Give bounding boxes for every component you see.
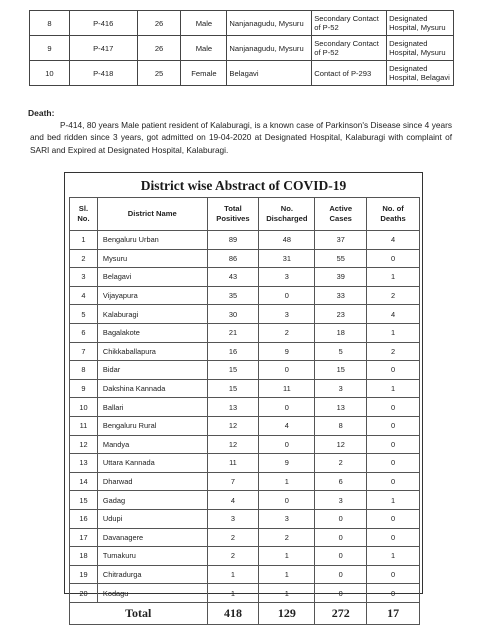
row-total-positives: 1 [207, 584, 259, 603]
row-sl-no: 7 [70, 342, 98, 361]
patient-id: P-418 [69, 61, 137, 86]
table-row [70, 342, 420, 361]
patient-contact: Secondary Contact of P-52 [312, 36, 387, 61]
header-total-positives: Total Positives [207, 198, 259, 231]
row-active-cases: 0 [315, 509, 367, 528]
row-discharged: 0 [259, 361, 315, 380]
row-sl-no: 12 [70, 435, 98, 454]
row-district-name: Ballari [97, 398, 207, 417]
row-active-cases: 3 [315, 379, 367, 398]
row-district-name: Bidar [97, 361, 207, 380]
row-sl-no: 9 [70, 379, 98, 398]
row-active-cases: 0 [315, 584, 367, 603]
row-discharged: 9 [259, 342, 315, 361]
patient-serial: 9 [30, 36, 70, 61]
row-discharged: 4 [259, 416, 315, 435]
row-active-cases: 0 [315, 547, 367, 566]
row-discharged: 3 [259, 509, 315, 528]
patient-id: P-417 [69, 36, 137, 61]
row-active-cases: 6 [315, 472, 367, 491]
row-total-positives: 43 [207, 268, 259, 287]
abstract-title: District wise Abstract of COVID-19 [140, 178, 347, 193]
table-row [70, 323, 420, 342]
patient-contact: Contact of P-293 [312, 61, 387, 86]
row-district-name: Udupi [97, 509, 207, 528]
row-deaths: 0 [367, 565, 420, 584]
row-discharged: 9 [259, 454, 315, 473]
row-total-positives: 35 [207, 286, 259, 305]
row-sl-no: 8 [70, 361, 98, 380]
table-header-row [70, 198, 420, 231]
row-sl-no: 18 [70, 547, 98, 566]
row-district-name: Vijayapura [97, 286, 207, 305]
patient-id: P-416 [69, 11, 137, 36]
row-discharged: 11 [259, 379, 315, 398]
table-row [70, 509, 420, 528]
row-deaths: 0 [367, 584, 420, 603]
row-total-positives: 15 [207, 379, 259, 398]
table-row [70, 379, 420, 398]
header-discharged: No. Discharged [259, 198, 315, 231]
row-district-name: Kalaburagi [97, 305, 207, 324]
district-abstract-table [69, 197, 420, 625]
row-district-name: Mysuru [97, 249, 207, 268]
death-heading: Death: [28, 108, 55, 118]
row-district-name: Belagavi [97, 268, 207, 287]
row-discharged: 2 [259, 323, 315, 342]
row-discharged: 2 [259, 528, 315, 547]
table-row [70, 547, 420, 566]
row-sl-no: 4 [70, 286, 98, 305]
row-sl-no: 15 [70, 491, 98, 510]
row-total-positives: 13 [207, 398, 259, 417]
row-sl-no: 13 [70, 454, 98, 473]
row-total-positives: 1 [207, 565, 259, 584]
row-total-positives: 89 [207, 231, 259, 250]
row-sl-no: 6 [70, 323, 98, 342]
total-positives: 418 [207, 602, 259, 624]
row-total-positives: 86 [207, 249, 259, 268]
row-sl-no: 1 [70, 231, 98, 250]
table-row [70, 398, 420, 417]
table-row [70, 305, 420, 324]
row-active-cases: 55 [315, 249, 367, 268]
row-active-cases: 0 [315, 565, 367, 584]
row-deaths: 1 [367, 491, 420, 510]
row-sl-no: 16 [70, 509, 98, 528]
row-active-cases: 23 [315, 305, 367, 324]
patient-facility: Designated Hospital, Mysuru [387, 11, 454, 36]
row-total-positives: 2 [207, 528, 259, 547]
table-row [70, 416, 420, 435]
row-sl-no: 19 [70, 565, 98, 584]
death-description: P-414, 80 years Male patient resident of Kalaburagi, is a known case of Parkinson's Disease since 4 years and bed ridden since 3 years, got admitted on 19-04-2020 at Designated Hospital, Kalaburagi with complaint of SARI and Expired at Designated Hospital, Kalaburagi. [30, 120, 452, 155]
row-discharged: 1 [259, 565, 315, 584]
row-district-name: Chikkaballapura [97, 342, 207, 361]
row-deaths: 2 [367, 342, 420, 361]
row-district-name: Tumakuru [97, 547, 207, 566]
row-active-cases: 15 [315, 361, 367, 380]
row-active-cases: 13 [315, 398, 367, 417]
header-deaths: No. of Deaths [367, 198, 420, 231]
row-deaths: 0 [367, 509, 420, 528]
patient-location: Nanjanagudu, Mysuru [227, 36, 312, 61]
total-active: 272 [315, 602, 367, 624]
row-deaths: 0 [367, 416, 420, 435]
row-sl-no: 3 [70, 268, 98, 287]
row-deaths: 1 [367, 379, 420, 398]
row-deaths: 0 [367, 435, 420, 454]
row-deaths: 0 [367, 361, 420, 380]
row-deaths: 0 [367, 472, 420, 491]
row-total-positives: 2 [207, 547, 259, 566]
table-row [70, 472, 420, 491]
patient-age: 26 [137, 36, 181, 61]
row-district-name: Uttara Kannada [97, 454, 207, 473]
row-district-name: Bengaluru Rural [97, 416, 207, 435]
table-row [70, 528, 420, 547]
patient-contact: Secondary Contact of P-52 [312, 11, 387, 36]
row-discharged: 31 [259, 249, 315, 268]
row-deaths: 0 [367, 454, 420, 473]
table-row [70, 584, 420, 603]
row-total-positives: 4 [207, 491, 259, 510]
row-discharged: 0 [259, 491, 315, 510]
row-active-cases: 3 [315, 491, 367, 510]
row-sl-no: 14 [70, 472, 98, 491]
table-row [70, 491, 420, 510]
patient-gender: Female [181, 61, 227, 86]
patient-location: Nanjanagudu, Mysuru [227, 11, 312, 36]
row-active-cases: 12 [315, 435, 367, 454]
patient-location: Belagavi [227, 61, 312, 86]
table-row [70, 565, 420, 584]
total-deaths: 17 [367, 602, 420, 624]
row-district-name: Chitradurga [97, 565, 207, 584]
patient-gender: Male [181, 36, 227, 61]
row-discharged: 3 [259, 305, 315, 324]
row-total-positives: 21 [207, 323, 259, 342]
row-total-positives: 30 [207, 305, 259, 324]
row-deaths: 4 [367, 231, 420, 250]
row-sl-no: 2 [70, 249, 98, 268]
header-active-cases: Active Cases [315, 198, 367, 231]
row-active-cases: 0 [315, 528, 367, 547]
row-total-positives: 7 [207, 472, 259, 491]
row-sl-no: 10 [70, 398, 98, 417]
row-discharged: 1 [259, 584, 315, 603]
patient-facility: Designated Hospital, Mysuru [387, 36, 454, 61]
row-district-name: Bagalakote [97, 323, 207, 342]
patient-age: 26 [137, 11, 181, 36]
total-row [70, 602, 420, 624]
table-row [70, 249, 420, 268]
total-label: Total [70, 602, 208, 624]
row-sl-no: 20 [70, 584, 98, 603]
district-abstract-panel [64, 172, 423, 620]
row-active-cases: 2 [315, 454, 367, 473]
row-total-positives: 11 [207, 454, 259, 473]
row-deaths: 4 [367, 305, 420, 324]
patient-serial: 8 [30, 11, 70, 36]
row-deaths: 2 [367, 286, 420, 305]
row-total-positives: 3 [207, 509, 259, 528]
row-active-cases: 8 [315, 416, 367, 435]
row-active-cases: 39 [315, 268, 367, 287]
row-deaths: 0 [367, 528, 420, 547]
row-active-cases: 5 [315, 342, 367, 361]
row-district-name: Mandya [97, 435, 207, 454]
patient-gender: Male [181, 11, 227, 36]
row-total-positives: 12 [207, 416, 259, 435]
patient-facility: Designated Hospital, Belagavi [387, 61, 454, 86]
table-row [70, 268, 420, 287]
row-discharged: 1 [259, 547, 315, 566]
row-deaths: 1 [367, 547, 420, 566]
patient-row [30, 36, 454, 61]
header-sl-no: Sl. No. [70, 198, 98, 231]
row-sl-no: 17 [70, 528, 98, 547]
row-discharged: 0 [259, 286, 315, 305]
row-deaths: 1 [367, 268, 420, 287]
total-discharged: 129 [259, 602, 315, 624]
row-district-name: Bengaluru Urban [97, 231, 207, 250]
row-active-cases: 33 [315, 286, 367, 305]
row-total-positives: 15 [207, 361, 259, 380]
row-total-positives: 12 [207, 435, 259, 454]
row-district-name: Gadag [97, 491, 207, 510]
table-row [70, 454, 420, 473]
patient-serial: 10 [30, 61, 70, 86]
table-row [70, 286, 420, 305]
row-sl-no: 11 [70, 416, 98, 435]
patient-row [30, 61, 454, 86]
row-active-cases: 37 [315, 231, 367, 250]
row-active-cases: 18 [315, 323, 367, 342]
row-deaths: 0 [367, 398, 420, 417]
patient-table [29, 10, 454, 86]
table-row [70, 361, 420, 380]
row-discharged: 0 [259, 398, 315, 417]
row-total-positives: 16 [207, 342, 259, 361]
row-district-name: Dakshina Kannada [97, 379, 207, 398]
row-discharged: 48 [259, 231, 315, 250]
row-discharged: 1 [259, 472, 315, 491]
patient-row [30, 11, 454, 36]
table-row [70, 231, 420, 250]
row-discharged: 0 [259, 435, 315, 454]
row-sl-no: 5 [70, 305, 98, 324]
patient-age: 25 [137, 61, 181, 86]
header-district-name: District Name [97, 198, 207, 231]
row-discharged: 3 [259, 268, 315, 287]
row-district-name: Kodagu [97, 584, 207, 603]
row-deaths: 1 [367, 323, 420, 342]
row-district-name: Dharwad [97, 472, 207, 491]
row-district-name: Davanagere [97, 528, 207, 547]
table-row [70, 435, 420, 454]
row-deaths: 0 [367, 249, 420, 268]
